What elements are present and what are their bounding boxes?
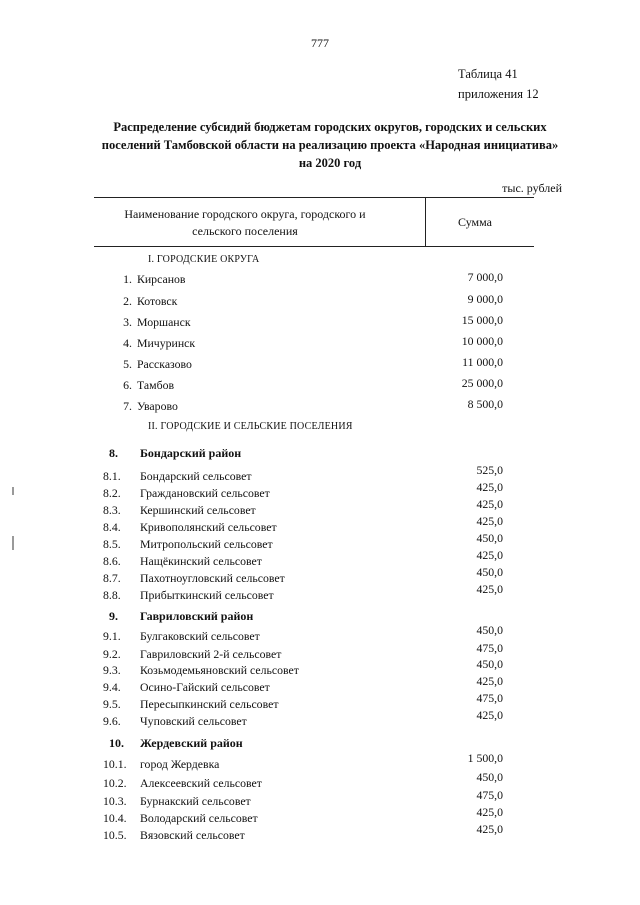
amount-cell: 425,0 <box>476 805 503 819</box>
row-number: 10.3. <box>103 794 127 808</box>
row-name: Кривополянский сельсовет <box>140 520 277 534</box>
row-number: 1. <box>123 272 132 286</box>
row-number: 10.5. <box>103 828 127 842</box>
row-name: город Жердевка <box>140 757 220 771</box>
row-name: Осино-Гайский сельсовет <box>140 680 270 694</box>
amount-cell: 450,0 <box>476 531 503 545</box>
row-name: Уварово <box>137 399 178 413</box>
row-name: Пахотноугловский сельсовет <box>140 571 285 585</box>
column-header-sum: Сумма <box>458 215 492 229</box>
district-number: 9. <box>109 609 118 623</box>
row-number: 8.3. <box>103 503 121 517</box>
row-name: Алексеевский сельсовет <box>140 776 262 790</box>
scan-mark <box>12 487 14 495</box>
row-name: Кирсанов <box>137 272 186 286</box>
table-reference <box>458 64 539 104</box>
district-heading: Жердевский район <box>140 736 243 750</box>
row-number: 10.1. <box>103 757 127 771</box>
amount-cell: 11 000,0 <box>462 355 503 369</box>
amount-cell: 425,0 <box>476 514 503 528</box>
amount-cell: 450,0 <box>476 623 503 637</box>
row-number: 8.6. <box>103 554 121 568</box>
row-name: Гавриловский 2-й сельсовет <box>140 647 282 661</box>
amount-cell: 425,0 <box>476 497 503 511</box>
row-number: 8.8. <box>103 588 121 602</box>
amount-cell: 425,0 <box>476 480 503 494</box>
row-name: Митропольский сельсовет <box>140 537 273 551</box>
row-number: 8.5. <box>103 537 121 551</box>
row-name: Тамбов <box>137 378 175 392</box>
district-heading: Гавриловский район <box>140 609 254 623</box>
amount-cell: 425,0 <box>476 708 503 722</box>
amount-cell: 425,0 <box>476 674 503 688</box>
table-header-border <box>94 246 534 247</box>
amount-cell: 1 500,0 <box>467 751 503 765</box>
amount-cell: 450,0 <box>476 770 503 784</box>
amount-cell: 525,0 <box>476 463 503 477</box>
row-number: 10.4. <box>103 811 127 825</box>
scan-mark <box>12 536 14 550</box>
section-heading: II. ГОРОДСКИЕ И СЕЛЬСКИЕ ПОСЕЛЕНИЯ <box>148 421 353 432</box>
row-number: 10.2. <box>103 776 127 790</box>
amount-cell: 7 000,0 <box>467 270 503 284</box>
table-top-border <box>94 197 534 198</box>
amount-cell: 475,0 <box>476 641 503 655</box>
row-name: Бурнакский сельсовет <box>140 794 251 808</box>
row-name: Козьмодемьяновский сельсовет <box>140 663 299 677</box>
row-number: 2. <box>123 294 132 308</box>
row-name: Моршанск <box>137 315 191 329</box>
amount-cell: 15 000,0 <box>461 313 503 327</box>
district-number: 8. <box>109 446 118 460</box>
column-header-name: Наименование городского округа, городского и сельского поселения <box>124 207 366 238</box>
row-number: 9.2. <box>103 647 121 661</box>
amount-cell: 8 500,0 <box>467 397 503 411</box>
row-number: 9.6. <box>103 714 121 728</box>
table-ref-line1: Таблица 41 <box>458 67 518 81</box>
row-number: 9.5. <box>103 697 121 711</box>
page-number: 777 <box>311 36 329 50</box>
row-number: 3. <box>123 315 132 329</box>
row-number: 9.3. <box>103 663 121 677</box>
amount-cell: 475,0 <box>476 788 503 802</box>
row-name: Бондарский сельсовет <box>140 469 252 483</box>
row-number: 6. <box>123 378 132 392</box>
row-number: 8.7. <box>103 571 121 585</box>
district-number: 10. <box>109 736 124 750</box>
amount-cell: 450,0 <box>476 657 503 671</box>
amount-cell: 425,0 <box>476 548 503 562</box>
amount-cell: 9 000,0 <box>467 292 503 306</box>
row-number: 7. <box>123 399 132 413</box>
table-column-divider <box>425 197 426 247</box>
amount-cell: 475,0 <box>476 691 503 705</box>
row-name: Рассказово <box>137 357 192 371</box>
row-name: Нащёкинский сельсовет <box>140 554 262 568</box>
row-number: 5. <box>123 357 132 371</box>
district-heading: Бондарский район <box>140 446 242 460</box>
amount-cell: 10 000,0 <box>461 334 503 348</box>
table-ref-line2: приложения 12 <box>458 87 539 101</box>
row-name: Вязовский сельсовет <box>140 828 245 842</box>
row-name: Чуповский сельсовет <box>140 714 247 728</box>
row-number: 8.2. <box>103 486 121 500</box>
row-name: Булгаковский сельсовет <box>140 629 260 643</box>
amount-cell: 425,0 <box>476 822 503 836</box>
row-number: 9.4. <box>103 680 121 694</box>
row-number: 9.1. <box>103 629 121 643</box>
row-number: 8.4. <box>103 520 121 534</box>
row-name: Кершинский сельсовет <box>140 503 256 517</box>
amount-cell: 450,0 <box>476 565 503 579</box>
amount-cell: 25 000,0 <box>461 376 503 390</box>
row-name: Граждановский сельсовет <box>140 486 270 500</box>
row-name: Мичуринск <box>137 336 196 350</box>
document-title: Распределение субсидий бюджетам городских округов, городских и сельских поселений Тамбовской области на реализацию проекта «Народная инициатива» на 2020 год <box>101 120 559 170</box>
row-name: Пересыпкинский сельсовет <box>140 697 279 711</box>
unit-label: тыс. рублей <box>502 181 562 195</box>
row-name: Володарский сельсовет <box>140 811 258 825</box>
row-number: 8.1. <box>103 469 121 483</box>
row-number: 4. <box>123 336 132 350</box>
amount-cell: 425,0 <box>476 582 503 596</box>
row-name: Котовск <box>137 294 178 308</box>
section-heading: I. ГОРОДСКИЕ ОКРУГА <box>148 254 260 265</box>
row-name: Прибыткинский сельсовет <box>140 588 274 602</box>
